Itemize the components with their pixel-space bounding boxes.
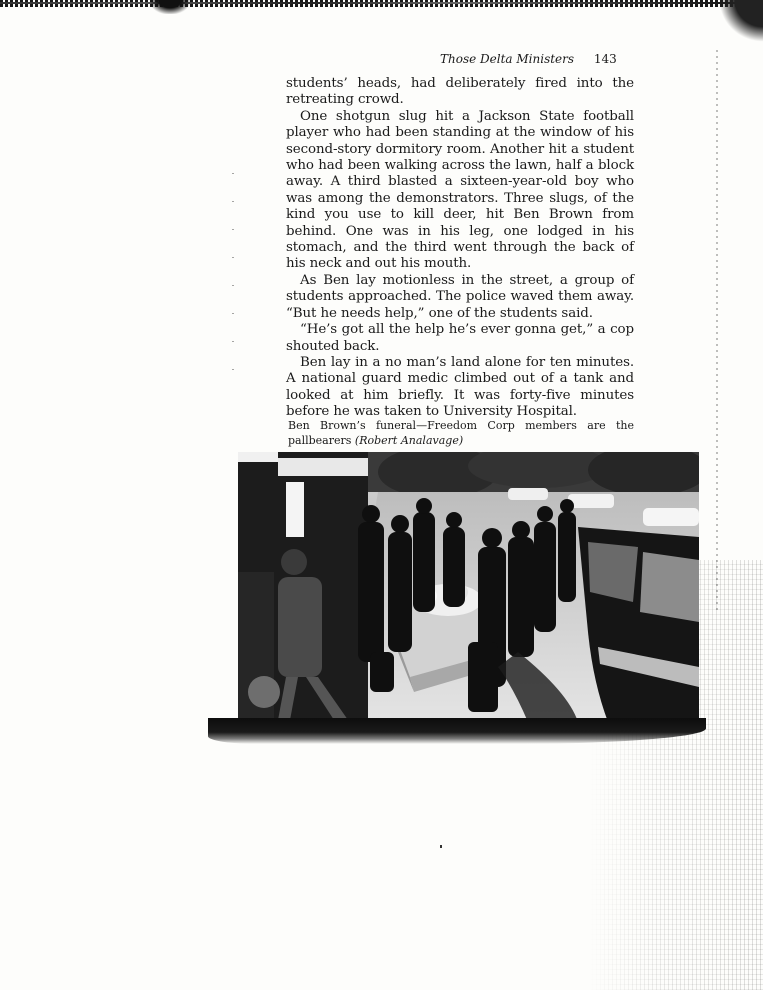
caption-credit: (Robert Analavage) xyxy=(354,434,464,447)
scan-corner-shadow xyxy=(719,0,763,42)
paragraph: Ben lay in a no man’s land alone for ten minutes. A national guard medic climbed out of a tank and looked at him briefly. It was forty-five minutes before he was taken to University Hospital. xyxy=(286,354,634,420)
photo-caption xyxy=(288,418,634,448)
page-number: 143 xyxy=(593,52,617,66)
funeral-photograph xyxy=(238,452,699,722)
page-top-edge xyxy=(0,0,763,7)
scan-margin-specks xyxy=(232,150,234,370)
paragraph: students’ heads, had deliberately fired into the retreating crowd. xyxy=(286,76,634,108)
caption-text: Ben Brown’s funeral—Freedom Corp members are the pallbearers xyxy=(288,419,634,447)
scan-speck xyxy=(440,845,442,848)
running-head-title: Those Delta Ministers xyxy=(440,52,575,66)
funeral-photo-illustration xyxy=(238,452,699,722)
paragraph: “He’s got all the help he’s ever gonna get,” a cop shouted back. xyxy=(286,322,634,354)
body-text xyxy=(286,76,634,421)
photo-bottom-shadow xyxy=(208,718,706,744)
scan-smudge xyxy=(150,0,190,14)
paragraph: As Ben lay motionless in the street, a group of students approached. The police waved them away. “But he needs help,” one of the students said. xyxy=(286,272,634,321)
scan-gutter-line xyxy=(716,50,718,610)
running-head xyxy=(440,52,640,66)
paragraph: One shotgun slug hit a Jackson State football player who had been standing at the window of his second-story dormitory room. Another hit a student who had been walking across the lawn, half a block away. A third blasted a sixteen-year-old boy who was among the demonstrators. Three slugs, of the kind you use to kill deer, hit Ben Brown from behind. One was in his leg, one lodged in his stomach, and the third went through the back of his neck and out his mouth. xyxy=(286,108,634,272)
